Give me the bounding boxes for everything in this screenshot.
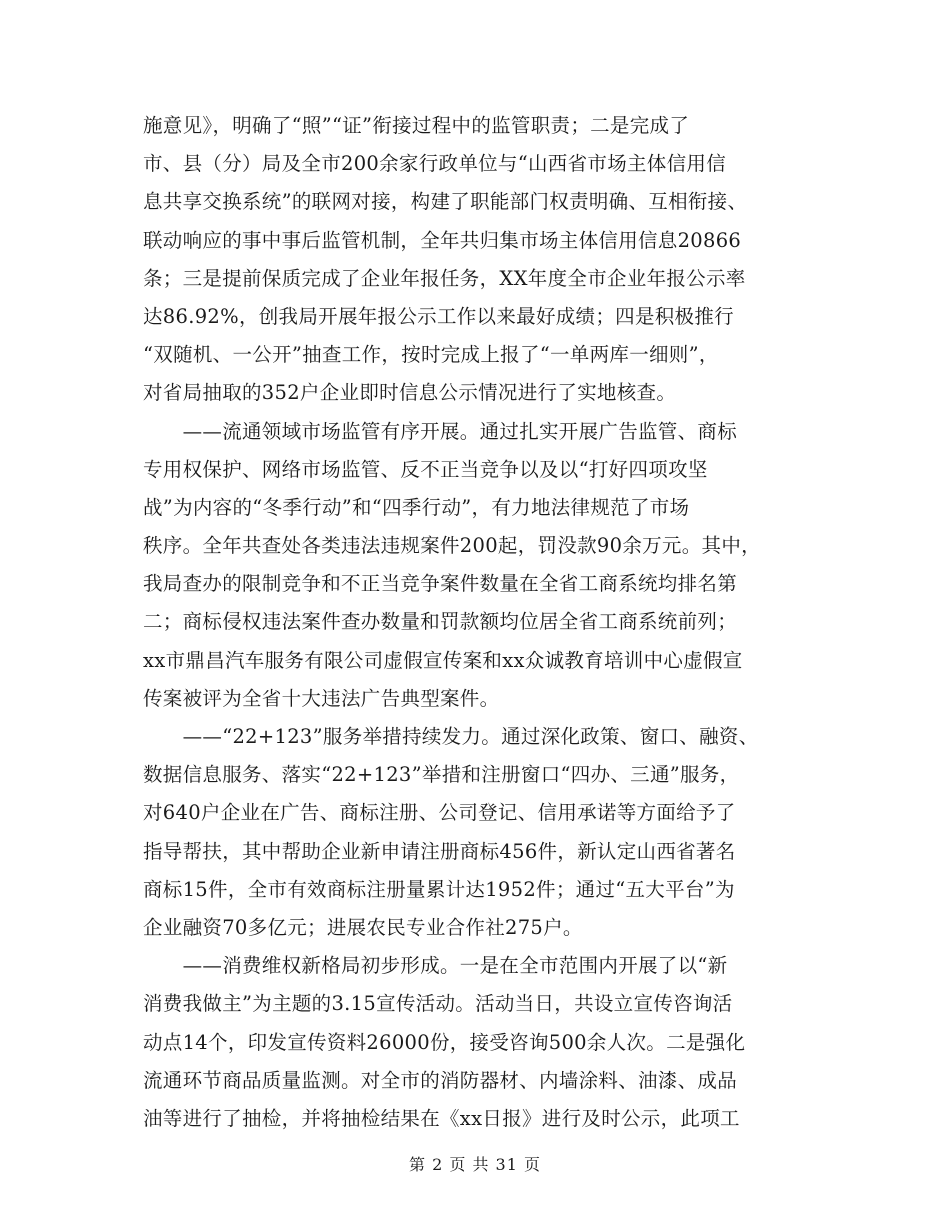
text-line: 我局查办的限制竞争和不正当竞争案件数量在全省工商系统均排名第 [143,572,738,596]
text-line: 联动响应的事中事后监管机制，全年共归集市场主体信用信息20866 [143,228,742,252]
text-line: ——流通领域市场监管有序开展。通过扎实开展广告监管、商标 [143,419,737,443]
text-line: 消费我做主”为主题的3.15宣传活动。活动当日，共设立宣传咨询活 [143,992,733,1016]
text-line: 商标15件，全市有效商标注册量累计达1952件；通过“五大平台”为 [143,877,735,901]
text-line: 对省局抽取的352户企业即时信息公示情况进行了实地核查。 [143,381,677,405]
text-line: “双随机、一公开”抽查工作，按时完成上报了“一单两库一细则”， [143,343,719,367]
text-line: 动点14个，印发宣传资料26000份，接受咨询500余人次。二是强化 [143,1030,746,1054]
text-line: 企业融资70多亿元；进展农民专业合作社275户。 [143,915,583,939]
text-line: 秩序。全年共查处各类违法违规案件200起，罚没款90余万元。其中， [143,534,761,558]
document-body [143,107,813,1138]
text-line: ——消费维权新格局初步形成。一是在全市范围内开展了以“新 [143,954,728,978]
text-line: 对640户企业在广告、商标注册、公司登记、信用承诺等方面给予了 [143,801,736,825]
text-line: 息共享交换系统”的联网对接，构建了职能部门权责明确、互相衔接、 [143,190,748,214]
text-line: 传案被评为全省十大违法广告典型案件。 [143,686,500,710]
text-line: 市、县（分）局及全市200余家行政单位与“山西省市场主体信用信 [143,152,726,176]
text-line: 达86.92%，创我局开展年报公示工作以来最好成绩；四是积极推行 [143,304,734,328]
text-line: 施意见》，明确了“照”“证”衔接过程中的监管职责；二是完成了 [143,114,690,137]
text-line: xx市鼎昌汽车服务有限公司虚假宣传案和xx众诚教育培训中心虚假宣 [143,648,743,672]
text-line: 指导帮扶，其中帮助企业新申请注册商标456件，新认定山西省著名 [143,839,736,863]
text-line: 专用权保护、网络市场监管、反不正当竞争以及以“打好四项攻坚 [143,457,708,481]
text-line: 战”为内容的“冬季行动”和“四季行动”，有力地法律规范了市场 [143,495,690,519]
text-line: 油等进行了抽检，并将抽检结果在《xx日报》进行及时公示，此项工 [143,1106,740,1130]
page-number-footer: 第 2 页 共 31 页 [409,1155,541,1174]
text-line: 条；三是提前保质完成了企业年报任务，XX年度全市企业年报公示率 [143,266,746,290]
text-line: 二；商标侵权违法案件查办数量和罚款额均位居全省工商系统前列； [143,610,738,634]
text-line: 流通环节商品质量监测。对全市的消防器材、内墙涂料、油漆、成品 [143,1068,738,1092]
text-line: ——“22+123”服务举措持续发力。通过深化政策、窗口、融资、 [143,725,759,748]
text-line: 数据信息服务、落实“22+123”举措和注册窗口“四办、三通”服务， [143,763,740,787]
